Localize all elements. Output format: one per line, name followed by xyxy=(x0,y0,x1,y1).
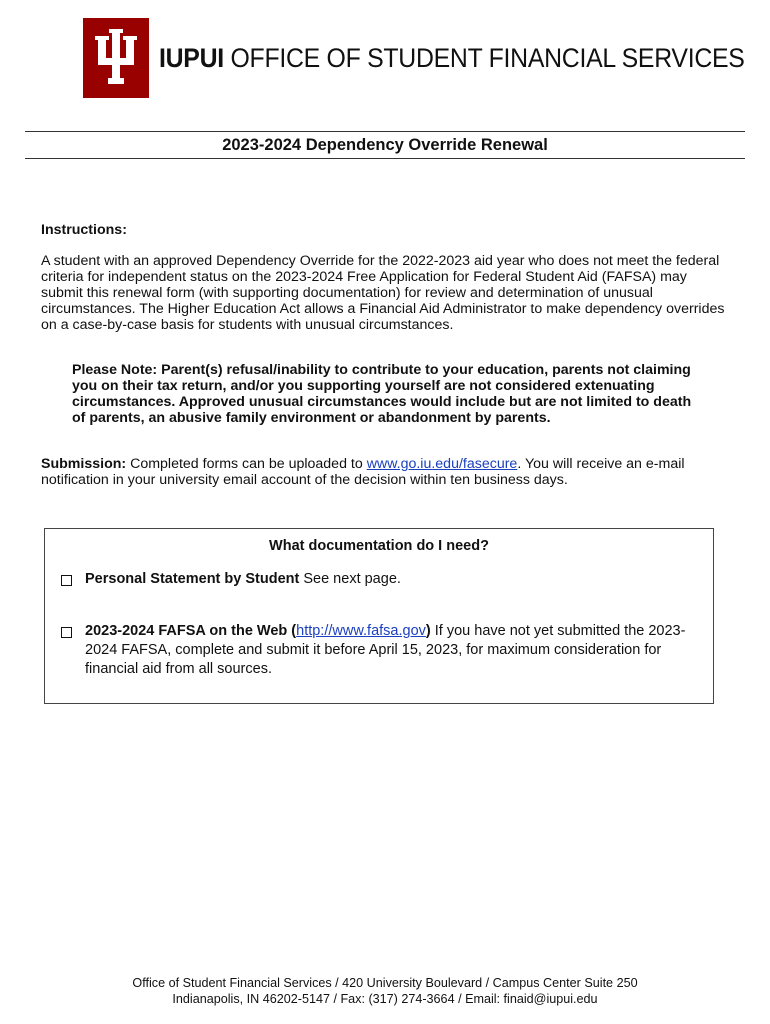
item-text: See next page. xyxy=(299,571,401,587)
fafsa-link[interactable]: http://www.fafsa.gov xyxy=(296,623,426,639)
instructions-heading: Instructions: xyxy=(41,222,127,238)
item-title: 2023-2024 FAFSA on the Web ( xyxy=(85,623,297,639)
submission-text-before: Completed forms can be uploaded to xyxy=(126,456,367,472)
iu-logo xyxy=(83,18,149,98)
page-title: 2023-2024 Dependency Override Renewal xyxy=(25,131,745,159)
page-footer xyxy=(0,975,770,1007)
documentation-box xyxy=(44,528,714,704)
footer-contact: Indianapolis, IN 46202-5147 / Fax: (317) 274-3664 / Email: finaid@iupui.edu xyxy=(172,992,598,1006)
item-title-close: ) xyxy=(425,623,431,639)
brand-title xyxy=(159,43,745,74)
instructions-text: A student with an approved Dependency Override for the 2022-2023 aid year who does not meet the federal criteria for independent status on the 2023-2024 Free Application for Federal Student Aid (FAFSA) may submit this renewal form (with supporting documentation) for review and determination of unusual circumstances. The Higher Education Act allows a Financial Aid Administrator to make dependency overrides on a case-by-case basis for students with unusual circumstances. xyxy=(41,253,725,333)
footer-address: Office of Student Financial Services / 420 University Boulevard / Campus Center Suite 250 xyxy=(132,976,638,990)
checkbox-icon[interactable] xyxy=(61,627,72,638)
page-header xyxy=(83,18,770,98)
brand-bold: IUPUI xyxy=(159,42,224,73)
submission-text-after: . You will receive an e-mail notification in your university email account of the decision within ten business days. xyxy=(41,456,685,488)
documentation-heading: What documentation do I need? xyxy=(269,538,489,554)
item-text: If you have not yet submitted the 2023-2024 FAFSA, complete and submit it before April 15, 2023, for maximum consideration for financial aid from all sources. xyxy=(85,623,686,677)
please-note: Please Note: Parent(s) refusal/inability to contribute to your education, parents not claiming you on their tax return, and/or you supporting yourself are not considered extenuating circumstances. Approved unusual circumstances would include but are not limited to death of parents, an abusive family environment or abandonment by parents. xyxy=(72,362,692,426)
submission-label: Submission: xyxy=(41,456,127,472)
documentation-item xyxy=(61,622,706,679)
item-title: Personal Statement by Student xyxy=(85,571,300,587)
fasecure-link[interactable]: www.go.iu.edu/fasecure xyxy=(366,456,518,472)
checkbox-icon[interactable] xyxy=(61,575,72,586)
documentation-item xyxy=(61,570,706,589)
submission-paragraph xyxy=(41,456,726,488)
brand-rest: OFFICE OF STUDENT FINANCIAL SERVICES xyxy=(230,42,745,73)
iu-trident-icon xyxy=(93,28,139,88)
